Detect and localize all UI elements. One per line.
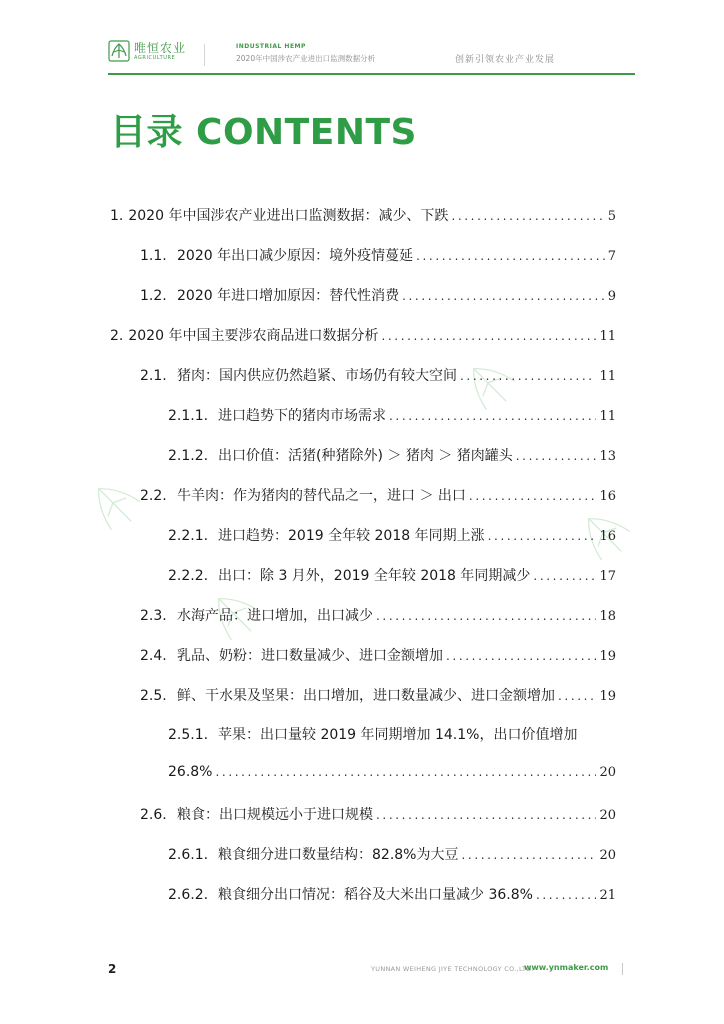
toc-page: 20 bbox=[599, 808, 616, 823]
toc-entry-2-2-1[interactable] bbox=[168, 525, 616, 545]
toc-page: 11 bbox=[599, 329, 616, 344]
toc-page: 16 bbox=[599, 489, 616, 504]
toc-leader bbox=[376, 609, 596, 623]
toc-number: 1. bbox=[110, 208, 124, 224]
toc-page: 5 bbox=[607, 209, 616, 224]
toc-text: 乳品、奶粉：进口数量减少、进口金额增加 bbox=[177, 648, 443, 664]
toc-page: 11 bbox=[599, 369, 616, 384]
header-divider bbox=[204, 44, 205, 66]
toc-number: 2.1.2. bbox=[168, 448, 209, 464]
logo-chinese-name: 唯恒农业 bbox=[134, 40, 187, 55]
toc-entry-1[interactable] bbox=[110, 205, 616, 225]
toc-entry-2-6-2[interactable] bbox=[168, 884, 616, 904]
toc-entry-1-1[interactable] bbox=[140, 245, 616, 265]
toc-leader bbox=[461, 848, 596, 862]
toc-text: 鲜、干水果及坚果：出口增加，进口数量减少、进口金额增加 bbox=[177, 688, 555, 704]
header-rule bbox=[108, 73, 635, 75]
toc-leader bbox=[416, 249, 605, 263]
toc-leader bbox=[389, 409, 596, 423]
toc-page: 18 bbox=[599, 609, 616, 624]
page-title: 目录 CONTENTS bbox=[110, 112, 417, 153]
toc-page: 11 bbox=[599, 409, 616, 424]
toc-page: 20 bbox=[599, 765, 616, 780]
toc-number: 2.6. bbox=[140, 807, 167, 823]
toc-text: 出口：除 3 月外，2019 全年较 2018 年同期减少 bbox=[218, 568, 531, 584]
toc-leader bbox=[488, 529, 597, 543]
report-english-title: INDUSTRIAL HEMP bbox=[236, 43, 306, 50]
toc-page: 19 bbox=[599, 689, 616, 704]
toc-entry-2[interactable] bbox=[110, 325, 616, 345]
toc-text: 粮食细分出口情况：稻谷及大米出口量减少 36.8% bbox=[218, 887, 533, 903]
toc-text: 牛羊肉：作为猪肉的替代品之一，进口 ＞ 出口 bbox=[177, 488, 466, 504]
toc-text: 2020 年中国主要涉农商品进口数据分析 bbox=[128, 328, 379, 344]
toc-page: 21 bbox=[599, 888, 616, 903]
toc-page: 7 bbox=[607, 249, 616, 264]
footer-divider bbox=[622, 963, 623, 975]
toc-entry-2-1-1[interactable] bbox=[168, 405, 616, 425]
toc-leader bbox=[536, 888, 597, 902]
toc-text: 苹果：出口量较 2019 年同期增加 14.1%，出口价值增加 bbox=[218, 727, 578, 743]
toc-leader bbox=[402, 289, 605, 303]
toc-number: 2.2.2. bbox=[168, 568, 209, 584]
toc-entry-2-2[interactable] bbox=[140, 485, 616, 505]
toc-number: 2.6.1. bbox=[168, 847, 209, 863]
toc-number: 1.2. bbox=[140, 288, 167, 304]
toc-number: 2. bbox=[110, 328, 124, 344]
page-header bbox=[0, 0, 724, 80]
toc-leader bbox=[469, 489, 597, 503]
toc-number: 2.2.1. bbox=[168, 528, 209, 544]
toc-page: 20 bbox=[599, 848, 616, 863]
toc-text: 进口趋势下的猪肉市场需求 bbox=[218, 408, 386, 424]
toc-page: 9 bbox=[607, 289, 616, 304]
toc-entry-2-5-1-line2[interactable] bbox=[168, 764, 616, 780]
toc-number: 1.1. bbox=[140, 248, 167, 264]
leaf-logo-icon bbox=[108, 40, 130, 62]
toc-entry-2-5[interactable] bbox=[140, 685, 616, 705]
toc-entry-2-5-1-line1[interactable] bbox=[168, 724, 577, 744]
toc-text-continued: 26.8% bbox=[168, 764, 213, 780]
toc-text: 2020 年中国涉农产业进出口监测数据：减少、下跌 bbox=[128, 208, 449, 224]
toc-number: 2.1. bbox=[140, 368, 167, 384]
footer-website-link[interactable]: www.ynmaker.com bbox=[524, 963, 609, 972]
toc-number: 2.3. bbox=[140, 608, 167, 624]
toc-entry-2-6[interactable] bbox=[140, 804, 616, 824]
header-slogan: 创新引领农业产业发展 bbox=[455, 55, 556, 65]
toc-number: 2.1.1. bbox=[168, 408, 209, 424]
company-logo bbox=[108, 40, 186, 62]
toc-leader bbox=[376, 808, 596, 822]
toc-leader bbox=[451, 209, 604, 223]
toc-entry-2-1-2[interactable] bbox=[168, 445, 616, 465]
toc-entry-2-6-1[interactable] bbox=[168, 844, 616, 864]
toc-leader bbox=[460, 369, 596, 383]
footer-company-name: YUNNAN WEIHENG JIYE TECHNOLOGY CO.,LTD. bbox=[371, 965, 534, 973]
toc-text: 水海产品：进口增加，出口减少 bbox=[177, 608, 373, 624]
toc-number: 2.5.1. bbox=[168, 727, 209, 743]
toc-leader bbox=[446, 649, 596, 663]
logo-english-name: AGRICULTURE bbox=[134, 54, 176, 61]
toc-leader bbox=[215, 765, 596, 779]
toc-text: 猪肉：国内供应仍然趋紧、市场仍有较大空间 bbox=[177, 368, 457, 384]
toc-leader bbox=[558, 689, 596, 703]
toc-entry-1-2[interactable] bbox=[140, 285, 616, 305]
toc-text: 2020 年进口增加原因：替代性消费 bbox=[177, 288, 400, 304]
toc-entry-2-2-2[interactable] bbox=[168, 565, 616, 585]
toc-page: 13 bbox=[599, 449, 616, 464]
toc-entry-2-4[interactable] bbox=[140, 645, 616, 665]
toc-page: 17 bbox=[599, 569, 616, 584]
toc-number: 2.6.2. bbox=[168, 887, 209, 903]
toc-text: 粮食：出口规模远小于进口规模 bbox=[177, 807, 373, 823]
toc-leader bbox=[533, 569, 596, 583]
toc-text: 进口趋势：2019 全年较 2018 年同期上涨 bbox=[218, 528, 485, 544]
toc-page: 16 bbox=[599, 529, 616, 544]
toc-leader bbox=[516, 449, 597, 463]
toc-number: 2.4. bbox=[140, 648, 167, 664]
footer-page-number: 2 bbox=[108, 962, 117, 976]
toc-page: 19 bbox=[599, 649, 616, 664]
watermark-logo-icon bbox=[80, 470, 150, 540]
toc-leader bbox=[381, 329, 596, 343]
toc-entry-2-3[interactable] bbox=[140, 605, 616, 625]
toc-entry-2-1[interactable] bbox=[140, 365, 616, 385]
toc-number: 2.5. bbox=[140, 688, 167, 704]
report-chinese-title: 2020年中国涉农产业进出口监测数据分析 bbox=[236, 54, 376, 63]
toc-text: 出口价值：活猪(种猪除外) ＞ 猪肉 ＞ 猪肉罐头 bbox=[218, 448, 513, 464]
toc-number: 2.2. bbox=[140, 488, 167, 504]
toc-text: 粮食细分进口数量结构：82.8%为大豆 bbox=[218, 847, 459, 863]
toc-text: 2020 年出口减少原因：境外疫情蔓延 bbox=[177, 248, 414, 264]
